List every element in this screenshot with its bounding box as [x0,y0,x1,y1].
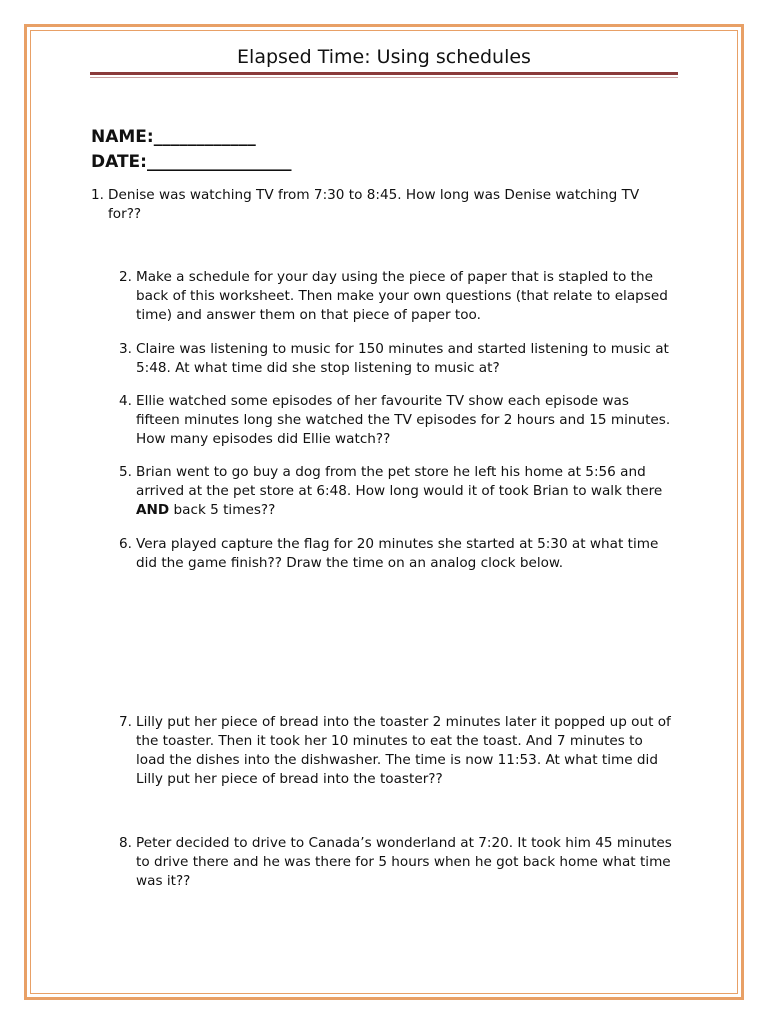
question-text [108,463,676,520]
question-8 [108,834,676,891]
question-text: Peter decided to drive to Canada’s wonderland at 7:20. It took him 45 minutes to drive there and he was there for 5 hours when he got back home what time was it?? [136,835,672,889]
question-text: Lilly put her piece of bread into the toaster 2 minutes later it popped up out of the toaster. Then it took her 10 minutes to eat the toast. And 7 minutes to load the dishes into the dishwasher. The time is now 11:53. At what time did Lilly put her piece of bread into the toaster?? [136,714,671,787]
question-2 [108,268,676,325]
question-number: 6. [119,536,132,552]
question-number: 4. [119,393,132,409]
question-text-part: back 5 times?? [169,502,276,518]
question-number: 7. [119,714,132,730]
question-number: 3. [119,341,132,357]
question-7 [108,713,676,789]
question-1 [80,186,660,224]
title-underline-thick [90,72,678,75]
question-number: 1. [91,187,104,203]
question-text: Make a schedule for your day using the piece of paper that is stapled to the back of this worksheet. Then make your own questions (that relate to elapsed time) and answer them on that piece of paper too. [136,269,668,323]
name-field: NAME:____________ [91,127,256,147]
question-3 [108,340,676,378]
question-4 [108,392,676,449]
question-number: 2. [119,269,132,285]
date-field: DATE:_________________ [91,152,292,172]
question-6 [108,535,676,573]
question-number: 8. [119,835,132,851]
question-text: Ellie watched some episodes of her favourite TV show each episode was fifteen minutes long she watched the TV episodes for 2 hours and 15 minutes. How many episodes did Ellie watch?? [136,393,671,447]
question-text: Claire was listening to music for 150 minutes and started listening to music at 5:48. At what time did she stop listening to music at? [136,341,669,376]
worksheet-title: Elapsed Time: Using schedules [237,46,531,68]
title-underline-thin [90,77,678,78]
question-text-part: Brian went to go buy a dog from the pet store he left his home at 5:56 and arrived at the pet store at 6:48. How long would it of took Brian to walk there [136,464,663,499]
emphasis-word: AND [136,502,170,518]
question-number: 5. [119,464,132,480]
question-text: Denise was watching TV from 7:30 to 8:45. How long was Denise watching TV for?? [108,187,640,222]
question-5 [108,463,676,520]
question-text: Vera played capture the flag for 20 minutes she started at 5:30 at what time did the game finish?? Draw the time on an analog clock below. [136,536,659,571]
